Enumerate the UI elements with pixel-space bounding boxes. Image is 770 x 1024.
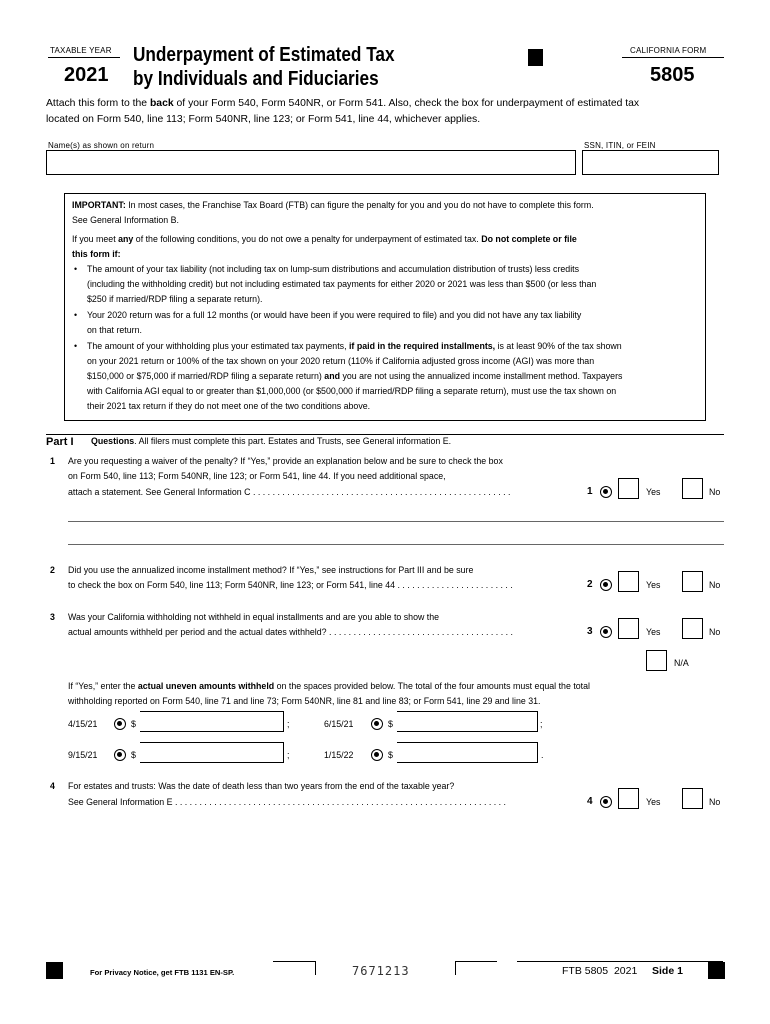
ssn-label: SSN, ITIN, or FEIN	[584, 141, 656, 150]
part1-title: Questions. All filers must complete this part. Estates and Trusts, see General information E.	[91, 436, 452, 447]
q3-yes-checkbox[interactable]	[618, 618, 639, 639]
form-number: 5805	[650, 64, 695, 86]
amount3-input[interactable]	[140, 742, 284, 763]
amount1-target-icon	[114, 718, 126, 730]
bullet-2-mark: •	[74, 310, 78, 321]
bullet-2-l1: Your 2020 return was for a full 12 months (or would have been if you were required to file) and you did not have any tax liability	[87, 310, 582, 321]
amount4-target-icon	[371, 749, 383, 761]
amount4-input[interactable]	[397, 742, 538, 763]
amount3-target-icon	[114, 749, 126, 761]
q3-instruction-l2: withholding reported on Form 540, line 71 and line 73; Form 540NR, line 81 and line 83; or Form 541, line 29 and line 31.	[68, 696, 541, 707]
ssn-input[interactable]	[582, 150, 719, 175]
q1-line2: on Form 540, line 113; Form 540NR, line 123; or Form 541, line 44. If you need additional space,	[68, 471, 446, 482]
q4-yes-label: Yes	[646, 797, 661, 808]
important-l2: See General Information B.	[72, 215, 179, 226]
q2-target-icon	[600, 579, 612, 591]
q1-number: 1	[50, 456, 55, 467]
amount3-semicolon: ;	[287, 750, 290, 761]
q2-number: 2	[50, 565, 55, 576]
amount1-dollar: $	[131, 719, 136, 730]
attach-instruction-line1: Attach this form to the back of your Form 540, Form 540NR, or Form 541. Also, check the box for underpayment of estimated tax	[46, 98, 640, 109]
q3-no-checkbox[interactable]	[682, 618, 703, 639]
q2-line1: Did you use the annualized income installment method? If “Yes,” see instructions for Part III and be sure	[68, 565, 474, 576]
bullet-3-l1: The amount of your withholding plus your estimated tax payments, if paid in the required installments, is at least 90% of the tax shown	[87, 341, 622, 352]
q4-ref: 4	[587, 796, 593, 807]
california-form-label: CALIFORNIA FORM	[630, 46, 707, 55]
barcode-bracket-right	[455, 961, 497, 975]
amount1-input[interactable]	[140, 711, 284, 732]
amount2-input[interactable]	[397, 711, 538, 732]
bullet-2-l2: on that return.	[87, 325, 142, 336]
important-l3: If you meet any of the following conditions, you do not owe a penalty for underpayment of estimated tax. Do not complete or file	[72, 234, 577, 245]
q2-yes-label: Yes	[646, 580, 661, 591]
privacy-notice: For Privacy Notice, get FTB 1131 EN-SP.	[90, 968, 235, 977]
q3-yes-label: Yes	[646, 627, 661, 638]
bullet-1-mark: •	[74, 264, 78, 275]
barcode-number: 7671213	[352, 964, 410, 978]
amount3-dollar: $	[131, 750, 136, 761]
form-title-line1: Underpayment of Estimated Tax	[133, 44, 395, 66]
q3-number: 3	[50, 612, 55, 623]
side-label: Side 1	[652, 965, 683, 977]
important-l4: this form if:	[72, 249, 121, 260]
q4-yes-checkbox[interactable]	[618, 788, 639, 809]
q4-line2: See General Information E . . . . . . . . . . . . . . . . . . . . . . . . . . . . . . . . . . . . . . . . . . . . . . . . . . . . . . . . . . . . . . . . . . . .	[68, 797, 507, 808]
amount2-dollar: $	[388, 719, 393, 730]
q4-no-label: No	[709, 797, 721, 808]
q4-number: 4	[50, 781, 55, 792]
q2-no-checkbox[interactable]	[682, 571, 703, 592]
tax-year: 2021	[64, 64, 109, 86]
names-input[interactable]	[46, 150, 576, 175]
q2-ref: 2	[587, 579, 593, 590]
bullet-3-l2: on your 2021 return or 100% of the tax shown on your 2020 return (110% if California adjusted gross income (AGI) was more than	[87, 356, 595, 367]
bullet-1-l2: (including the withholding credit) but not including estimated tax payments for either 2020 or 2021 was less than $500 (or less than	[87, 279, 597, 290]
q3-line1: Was your California withholding not withheld in equal installments and are you able to show the	[68, 612, 440, 623]
q1-yes-checkbox[interactable]	[618, 478, 639, 499]
registration-mark-bottom-left	[46, 962, 63, 979]
q2-yes-checkbox[interactable]	[618, 571, 639, 592]
bullet-3-mark: •	[74, 341, 78, 352]
q1-line1: Are you requesting a waiver of the penalty? If “Yes,” provide an explanation below and be sure to check the box	[68, 456, 503, 467]
form-id-footer: FTB 5805 2021	[562, 965, 638, 977]
q1-yes-label: Yes	[646, 487, 661, 498]
q2-no-label: No	[709, 580, 721, 591]
q3-line2: actual amounts withheld per period and the actual dates withheld? . . . . . . . . . . . . . . . . . . . . . . . . . . . . . . . . . . . . . .	[68, 627, 513, 638]
q1-explanation-line1[interactable]	[68, 521, 724, 522]
part1-label: Part I	[46, 436, 74, 448]
q4-no-checkbox[interactable]	[682, 788, 703, 809]
q4-line1: For estates and trusts: Was the date of death less than two years from the end of the taxable year?	[68, 781, 455, 792]
q3-target-icon	[600, 626, 612, 638]
bullet-1-l3: $250 if married/RDP filing a separate return).	[87, 294, 263, 305]
date-4-15-21: 4/15/21	[68, 719, 98, 730]
form-title-line2: by Individuals and Fiduciaries	[133, 68, 379, 90]
q1-target-icon	[600, 486, 612, 498]
attach-instruction-line2: located on Form 540, line 113; Form 540NR, line 123; or Form 541, line 44, whichever applies.	[46, 114, 481, 125]
amount2-target-icon	[371, 718, 383, 730]
date-9-15-21: 9/15/21	[68, 750, 98, 761]
taxable-year-label: TAXABLE YEAR	[50, 46, 112, 55]
amount2-semicolon: ;	[540, 719, 543, 730]
bullet-3-l4: with California AGI equal to or greater than $1,000,000 (or $500,000 if married/RDP filing a separate return), must use the tax shown on	[87, 386, 617, 397]
bullet-3-l5: their 2021 tax return if they do not meet one of the two conditions above.	[87, 401, 371, 412]
barcode-bracket-left	[273, 961, 316, 975]
q3-instruction-l1: If “Yes,” enter the actual uneven amounts withheld on the spaces provided below. The total of the four amounts must equal the total	[68, 681, 590, 692]
important-l1: IMPORTANT: In most cases, the Franchise Tax Board (FTB) can figure the penalty for you and you do not have to complete this form.	[72, 200, 594, 211]
amount1-semicolon: ;	[287, 719, 290, 730]
bullet-3-l3: $150,000 or $75,000 if married/RDP filing a separate return) and you are not using the annualized income installment method. Taxpayers	[87, 371, 623, 382]
q3-na-checkbox[interactable]	[646, 650, 667, 671]
q1-line3: attach a statement. See General Information C . . . . . . . . . . . . . . . . . . . . . . . . . . . . . . . . . . . . . . . . . . . . . . . . . . . . .	[68, 487, 511, 498]
registration-mark-bottom-right	[708, 962, 725, 979]
q3-no-label: No	[709, 627, 721, 638]
q3-na-label: N/A	[674, 658, 689, 669]
date-6-15-21: 6/15/21	[324, 719, 354, 730]
q2-line2: to check the box on Form 540, line 113; Form 540NR, line 123; or Form 541, line 44 . . . . . . . . . . . . . . . . . . . . . . . .	[68, 580, 513, 591]
amount4-period: .	[541, 750, 544, 761]
amount4-dollar: $	[388, 750, 393, 761]
q1-no-label: No	[709, 487, 721, 498]
bullet-1-l1: The amount of your tax liability (not including tax on lump-sum distributions and accumulation distribution of trusts) less credits	[87, 264, 580, 275]
names-label: Name(s) as shown on return	[48, 141, 155, 150]
registration-mark-top	[528, 49, 543, 66]
date-1-15-22: 1/15/22	[324, 750, 354, 761]
q1-explanation-line2[interactable]	[68, 544, 724, 545]
q4-target-icon	[600, 796, 612, 808]
q1-ref: 1	[587, 486, 593, 497]
q1-no-checkbox[interactable]	[682, 478, 703, 499]
q3-ref: 3	[587, 626, 593, 637]
